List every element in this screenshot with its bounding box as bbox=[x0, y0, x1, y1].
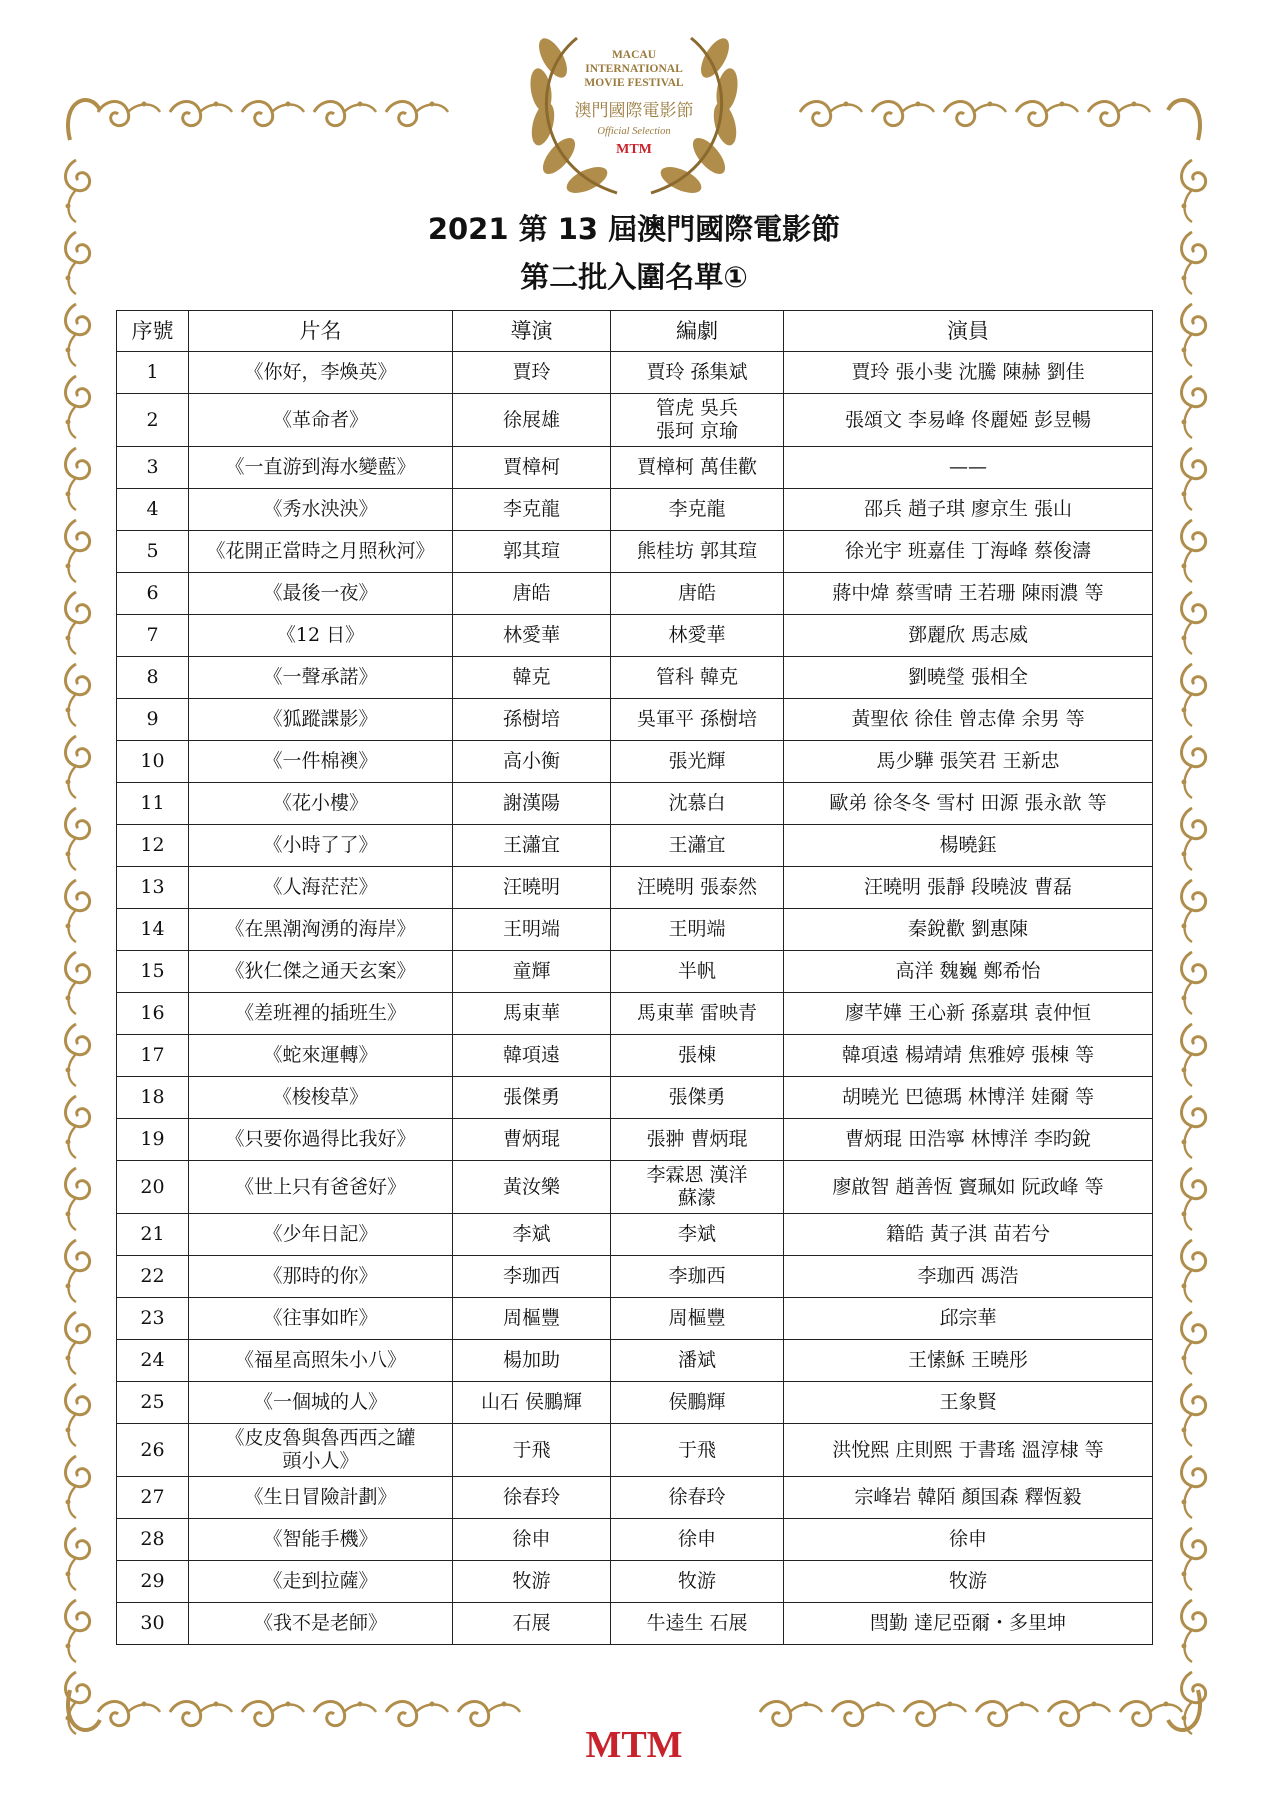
director: 林愛華 bbox=[453, 615, 611, 657]
row-number: 9 bbox=[117, 699, 189, 741]
director: 徐申 bbox=[453, 1519, 611, 1561]
cast: 黃聖依 徐佳 曾志偉 余男 等 bbox=[784, 699, 1153, 741]
film-title: 《你好，李煥英》 bbox=[189, 352, 453, 394]
director: 徐展雄 bbox=[453, 394, 611, 447]
screenwriter: 張翀 曹炳琨 bbox=[611, 1119, 784, 1161]
film-title: 《在黑潮洶湧的海岸》 bbox=[189, 909, 453, 951]
row-number: 19 bbox=[117, 1119, 189, 1161]
table-row bbox=[117, 1603, 1153, 1645]
director: 賈樟柯 bbox=[453, 447, 611, 489]
seal-line-3: MOVIE FESTIVAL bbox=[584, 77, 684, 89]
film-title: 《那時的你》 bbox=[189, 1256, 453, 1298]
screenwriter: 管虎 吳兵 張珂 京瑜 bbox=[611, 394, 784, 447]
cast: 邱宗華 bbox=[784, 1298, 1153, 1340]
director: 韓克 bbox=[453, 657, 611, 699]
screenwriter: 潘斌 bbox=[611, 1340, 784, 1382]
row-number: 6 bbox=[117, 573, 189, 615]
cast: 歐弟 徐冬冬 雪村 田源 張永歆 等 bbox=[784, 783, 1153, 825]
film-title: 《福星高照朱小八》 bbox=[189, 1340, 453, 1382]
row-number: 15 bbox=[117, 951, 189, 993]
row-number: 25 bbox=[117, 1382, 189, 1424]
row-number: 1 bbox=[117, 352, 189, 394]
table-row bbox=[117, 573, 1153, 615]
screenwriter: 熊桂坊 郭其瑄 bbox=[611, 531, 784, 573]
table-row bbox=[117, 1519, 1153, 1561]
director: 韓項遠 bbox=[453, 1035, 611, 1077]
director: 楊加助 bbox=[453, 1340, 611, 1382]
header-screenwriter: 編劇 bbox=[611, 311, 784, 352]
row-number: 10 bbox=[117, 741, 189, 783]
page-title: 2021 第 13 屆澳門國際電影節 bbox=[427, 212, 841, 246]
row-number: 16 bbox=[117, 993, 189, 1035]
screenwriter: 吳軍平 孫樹培 bbox=[611, 699, 784, 741]
cast: 廖啟智 趙善恆 竇珮如 阮政峰 等 bbox=[784, 1161, 1153, 1214]
screenwriter: 半帆 bbox=[611, 951, 784, 993]
cast: 韓項遠 楊靖靖 焦雅婷 張棟 等 bbox=[784, 1035, 1153, 1077]
cast: 徐光宇 班嘉佳 丁海峰 蔡俊濤 bbox=[784, 531, 1153, 573]
header-cast: 演員 bbox=[784, 311, 1153, 352]
screenwriter: 賈玲 孫集斌 bbox=[611, 352, 784, 394]
film-title: 《12 日》 bbox=[189, 615, 453, 657]
table-row bbox=[117, 825, 1153, 867]
cast: —— bbox=[784, 447, 1153, 489]
director: 郭其瑄 bbox=[453, 531, 611, 573]
row-number: 23 bbox=[117, 1298, 189, 1340]
table-row bbox=[117, 352, 1153, 394]
row-number: 20 bbox=[117, 1161, 189, 1214]
film-title: 《少年日記》 bbox=[189, 1214, 453, 1256]
screenwriter: 張棟 bbox=[611, 1035, 784, 1077]
screenwriter: 牛逵生 石展 bbox=[611, 1603, 784, 1645]
table-row bbox=[117, 1119, 1153, 1161]
row-number: 28 bbox=[117, 1519, 189, 1561]
screenwriter: 張光輝 bbox=[611, 741, 784, 783]
row-number: 27 bbox=[117, 1477, 189, 1519]
director: 汪曉明 bbox=[453, 867, 611, 909]
cast: 賈玲 張小斐 沈騰 陳赫 劉佳 bbox=[784, 352, 1153, 394]
table-row bbox=[117, 1424, 1153, 1477]
seal-brand: MTM bbox=[616, 142, 652, 157]
screenwriter: 李斌 bbox=[611, 1214, 784, 1256]
director: 徐春玲 bbox=[453, 1477, 611, 1519]
table-row bbox=[117, 951, 1153, 993]
director: 山石 侯鵬輝 bbox=[453, 1382, 611, 1424]
film-title: 《狄仁傑之通天玄案》 bbox=[189, 951, 453, 993]
cast: 張頌文 李易峰 佟麗婭 彭昱暢 bbox=[784, 394, 1153, 447]
cast: 牧游 bbox=[784, 1561, 1153, 1603]
director: 孫樹培 bbox=[453, 699, 611, 741]
row-number: 8 bbox=[117, 657, 189, 699]
cast: 秦銳歡 劉惠陳 bbox=[784, 909, 1153, 951]
table-row bbox=[117, 394, 1153, 447]
festival-seal-logo bbox=[507, 18, 761, 208]
cast: 蔣中煒 蔡雪晴 王若珊 陳雨濃 等 bbox=[784, 573, 1153, 615]
cast: 馬少驊 張笑君 王新忠 bbox=[784, 741, 1153, 783]
film-title: 《一聲承諾》 bbox=[189, 657, 453, 699]
director: 李斌 bbox=[453, 1214, 611, 1256]
cast: 洪悅熙 庄則熙 于書瑤 溫淳棣 等 bbox=[784, 1424, 1153, 1477]
director: 周樞豐 bbox=[453, 1298, 611, 1340]
table-row bbox=[117, 867, 1153, 909]
table-header-row bbox=[117, 311, 1153, 352]
film-title: 《花小樓》 bbox=[189, 783, 453, 825]
film-title: 《我不是老師》 bbox=[189, 1603, 453, 1645]
row-number: 22 bbox=[117, 1256, 189, 1298]
header-title: 片名 bbox=[189, 311, 453, 352]
screenwriter: 王瀟宜 bbox=[611, 825, 784, 867]
cast: 汪曉明 張靜 段曉波 曹磊 bbox=[784, 867, 1153, 909]
director: 王瀟宜 bbox=[453, 825, 611, 867]
seal-chinese-name: 澳門國際電影節 bbox=[574, 101, 694, 121]
screenwriter: 李珈西 bbox=[611, 1256, 784, 1298]
film-title: 《一件棉襖》 bbox=[189, 741, 453, 783]
screenwriter: 周樞豐 bbox=[611, 1298, 784, 1340]
director: 牧游 bbox=[453, 1561, 611, 1603]
film-title: 《生日冒險計劃》 bbox=[189, 1477, 453, 1519]
row-number: 12 bbox=[117, 825, 189, 867]
table-row bbox=[117, 1298, 1153, 1340]
screenwriter: 汪曉明 張泰然 bbox=[611, 867, 784, 909]
director: 李珈西 bbox=[453, 1256, 611, 1298]
director: 石展 bbox=[453, 1603, 611, 1645]
top-left-ornament bbox=[98, 102, 448, 126]
top-right-ornament bbox=[800, 102, 1150, 126]
film-title: 《往事如昨》 bbox=[189, 1298, 453, 1340]
film-title: 《蛇來運轉》 bbox=[189, 1035, 453, 1077]
screenwriter: 林愛華 bbox=[611, 615, 784, 657]
screenwriter: 賈樟柯 萬佳歡 bbox=[611, 447, 784, 489]
screenwriter: 于飛 bbox=[611, 1424, 784, 1477]
row-number: 4 bbox=[117, 489, 189, 531]
cast: 王愫穌 王曉彤 bbox=[784, 1340, 1153, 1382]
table-row bbox=[117, 699, 1153, 741]
page-subtitle: 第二批入圍名單① bbox=[520, 260, 748, 294]
director: 張傑勇 bbox=[453, 1077, 611, 1119]
film-title: 《差班裡的插班生》 bbox=[189, 993, 453, 1035]
film-title: 《秀水泱泱》 bbox=[189, 489, 453, 531]
table-row bbox=[117, 531, 1153, 573]
director: 黃汝樂 bbox=[453, 1161, 611, 1214]
footer-brand-logo: MTM bbox=[585, 1724, 683, 1766]
row-number: 7 bbox=[117, 615, 189, 657]
table-row bbox=[117, 741, 1153, 783]
screenwriter: 徐申 bbox=[611, 1519, 784, 1561]
selection-table bbox=[116, 310, 1153, 1645]
film-title: 《一直游到海水變藍》 bbox=[189, 447, 453, 489]
cast: 楊曉鈺 bbox=[784, 825, 1153, 867]
row-number: 18 bbox=[117, 1077, 189, 1119]
screenwriter: 沈慕白 bbox=[611, 783, 784, 825]
cast: 閆勤 達尼亞爾・多里坤 bbox=[784, 1603, 1153, 1645]
film-title: 《狐蹤諜影》 bbox=[189, 699, 453, 741]
cast: 胡曉光 巴德瑪 林博洋 娃爾 等 bbox=[784, 1077, 1153, 1119]
screenwriter: 侯鵬輝 bbox=[611, 1382, 784, 1424]
film-title: 《智能手機》 bbox=[189, 1519, 453, 1561]
screenwriter: 王明端 bbox=[611, 909, 784, 951]
screenwriter: 唐皓 bbox=[611, 573, 784, 615]
table-row bbox=[117, 1382, 1153, 1424]
table-row bbox=[117, 1214, 1153, 1256]
screenwriter: 管科 韓克 bbox=[611, 657, 784, 699]
cast: 曹炳琨 田浩寧 林博洋 李昀銳 bbox=[784, 1119, 1153, 1161]
screenwriter: 李克龍 bbox=[611, 489, 784, 531]
cast: 李珈西 馮浩 bbox=[784, 1256, 1153, 1298]
row-number: 3 bbox=[117, 447, 189, 489]
cast: 宗峰岩 韓陌 顏国森 釋恆毅 bbox=[784, 1477, 1153, 1519]
film-title: 《人海茫茫》 bbox=[189, 867, 453, 909]
screenwriter: 馬東華 雷映青 bbox=[611, 993, 784, 1035]
table-row bbox=[117, 1561, 1153, 1603]
director: 于飛 bbox=[453, 1424, 611, 1477]
table-row bbox=[117, 489, 1153, 531]
cast: 邵兵 趙子琪 廖京生 張山 bbox=[784, 489, 1153, 531]
seal-official-selection: Official Selection bbox=[597, 126, 671, 137]
film-title: 《革命者》 bbox=[189, 394, 453, 447]
row-number: 21 bbox=[117, 1214, 189, 1256]
film-title: 《皮皮魯與魯西西之罐 頭小人》 bbox=[189, 1424, 453, 1477]
row-number: 30 bbox=[117, 1603, 189, 1645]
film-title: 《最後一夜》 bbox=[189, 573, 453, 615]
header-number: 序號 bbox=[117, 311, 189, 352]
table-row bbox=[117, 1077, 1153, 1119]
director: 曹炳琨 bbox=[453, 1119, 611, 1161]
left-ornament bbox=[66, 160, 90, 1734]
film-title: 《走到拉薩》 bbox=[189, 1561, 453, 1603]
row-number: 24 bbox=[117, 1340, 189, 1382]
table-row bbox=[117, 1256, 1153, 1298]
table-row bbox=[117, 1477, 1153, 1519]
cast: 鄧麗欣 馬志威 bbox=[784, 615, 1153, 657]
director: 謝漢陽 bbox=[453, 783, 611, 825]
film-title: 《梭梭草》 bbox=[189, 1077, 453, 1119]
table-row bbox=[117, 783, 1153, 825]
director: 李克龍 bbox=[453, 489, 611, 531]
seal-line-2: INTERNATIONAL bbox=[585, 63, 683, 75]
cast: 籍皓 黃子淇 苗若兮 bbox=[784, 1214, 1153, 1256]
director: 唐皓 bbox=[453, 573, 611, 615]
table-row bbox=[117, 909, 1153, 951]
table-row bbox=[117, 1035, 1153, 1077]
director: 高小衡 bbox=[453, 741, 611, 783]
row-number: 17 bbox=[117, 1035, 189, 1077]
cast: 廖芊嬅 王心新 孫嘉琪 袁仲恒 bbox=[784, 993, 1153, 1035]
screenwriter: 徐春玲 bbox=[611, 1477, 784, 1519]
screenwriter: 張傑勇 bbox=[611, 1077, 784, 1119]
row-number: 26 bbox=[117, 1424, 189, 1477]
director: 童輝 bbox=[453, 951, 611, 993]
film-title: 《一個城的人》 bbox=[189, 1382, 453, 1424]
row-number: 5 bbox=[117, 531, 189, 573]
table-row bbox=[117, 1340, 1153, 1382]
header-director: 導演 bbox=[453, 311, 611, 352]
cast: 劉曉瑩 張相全 bbox=[784, 657, 1153, 699]
table-row bbox=[117, 447, 1153, 489]
cast: 徐申 bbox=[784, 1519, 1153, 1561]
screenwriter: 牧游 bbox=[611, 1561, 784, 1603]
seal-english-name bbox=[507, 48, 761, 90]
table-row bbox=[117, 657, 1153, 699]
row-number: 13 bbox=[117, 867, 189, 909]
row-number: 14 bbox=[117, 909, 189, 951]
film-title: 《只要你過得比我好》 bbox=[189, 1119, 453, 1161]
director: 馬東華 bbox=[453, 993, 611, 1035]
director: 王明端 bbox=[453, 909, 611, 951]
director: 賈玲 bbox=[453, 352, 611, 394]
row-number: 2 bbox=[117, 394, 189, 447]
cast: 高洋 魏巍 鄭希怡 bbox=[784, 951, 1153, 993]
table-row bbox=[117, 1161, 1153, 1214]
film-title: 《花開正當時之月照秋河》 bbox=[189, 531, 453, 573]
row-number: 11 bbox=[117, 783, 189, 825]
table-row bbox=[117, 615, 1153, 657]
right-ornament bbox=[1182, 160, 1206, 1734]
film-title: 《世上只有爸爸好》 bbox=[189, 1161, 453, 1214]
seal-line-1: MACAU bbox=[611, 49, 657, 61]
film-title: 《小時了了》 bbox=[189, 825, 453, 867]
screenwriter: 李霖恩 漢洋 蘇濛 bbox=[611, 1161, 784, 1214]
table-row bbox=[117, 993, 1153, 1035]
row-number: 29 bbox=[117, 1561, 189, 1603]
cast: 王象賢 bbox=[784, 1382, 1153, 1424]
